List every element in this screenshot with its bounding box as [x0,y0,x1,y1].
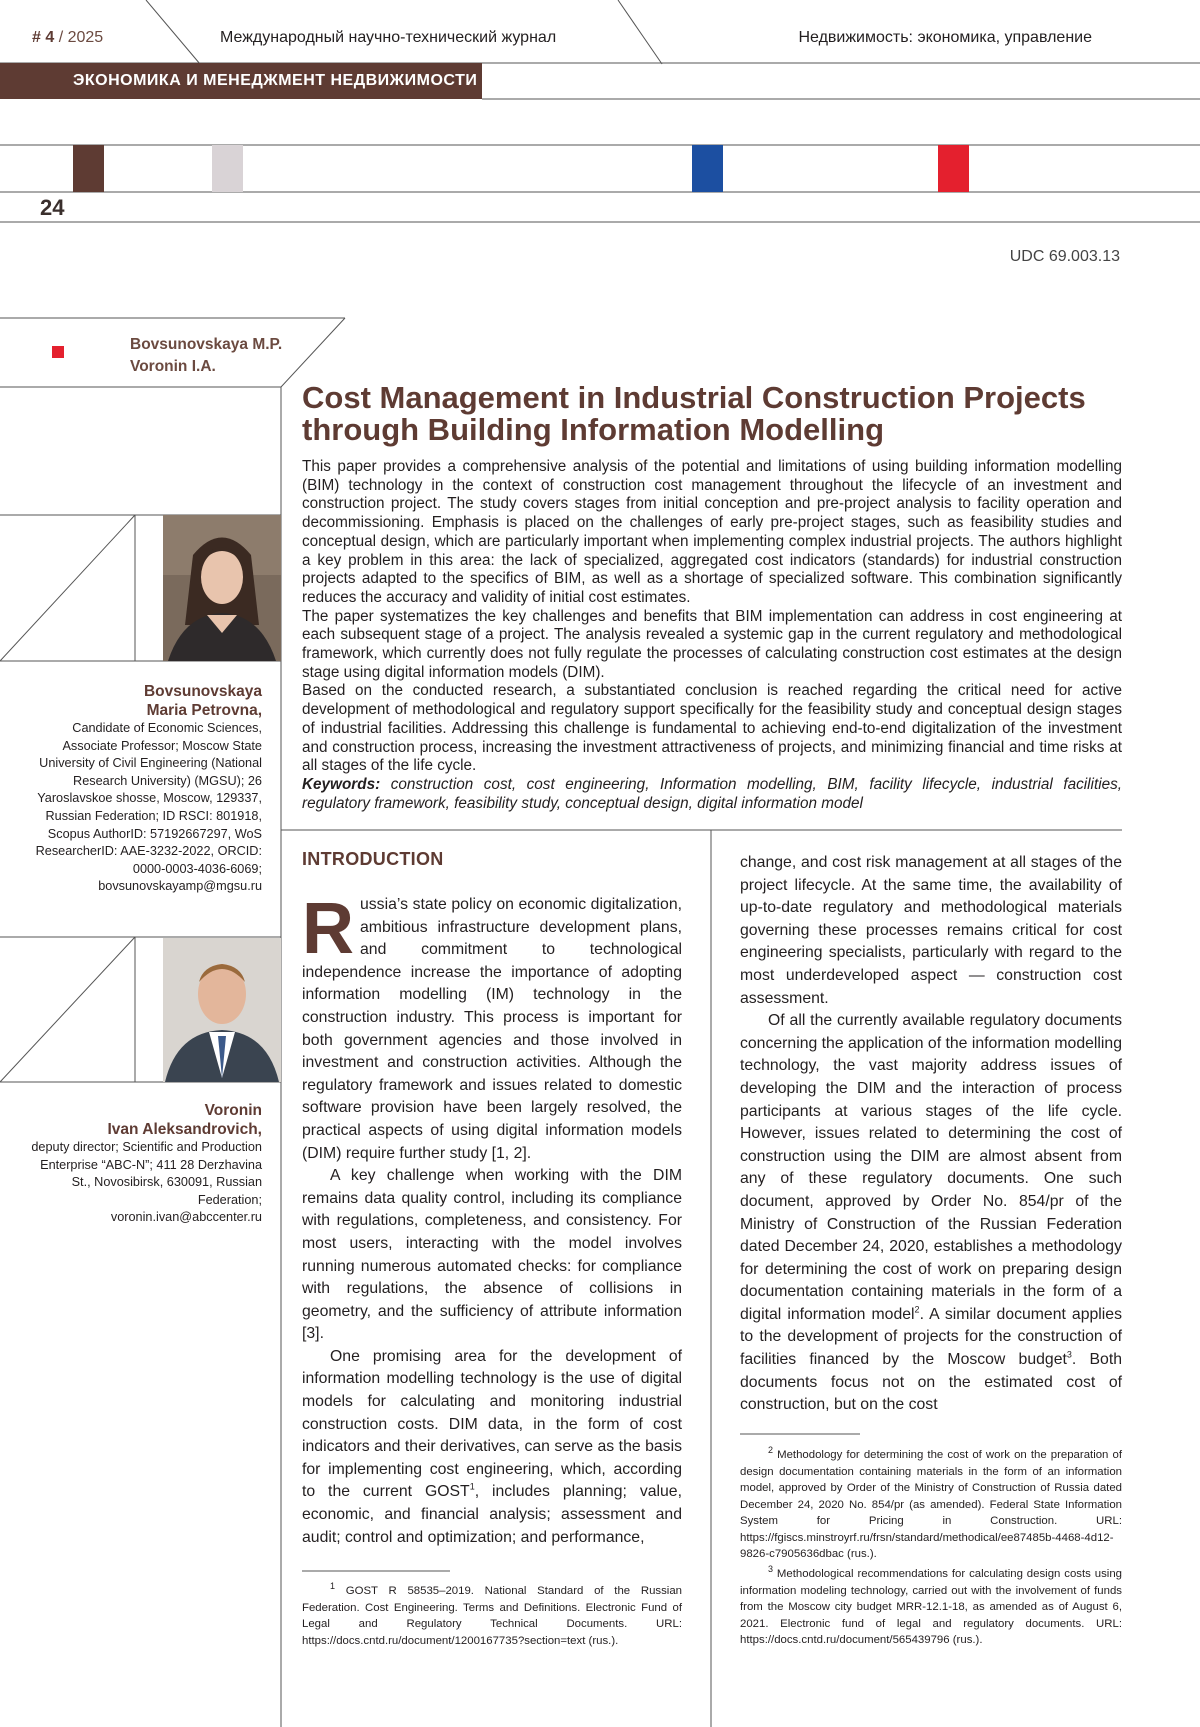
footnote-ref[interactable]: 2 [914,1304,920,1315]
keywords-list: construction cost, cost engineering, Information modelling, BIM, facility lifecycle, industrial facilities, regulatory framework, feasibility study, conceptual design, digital information model [302,775,1123,812]
abstract-paragraph: This paper provides a comprehensive analysis of the potential and limitations of using building information modelling (BIM) technology in the context of construction cost management throughout the lifecycle of an investment and construction project. The study covers stages from initial conception and pre-project analysis to facility operation and decommissioning. Emphasis is placed on the challenges of early pre-project stages, such as feasibility studies and conceptual design, which are particularly important when implementing complex industrial projects. The authors highlight a key problem in this area: the lack of specialized, aggregated cost indicators (standards) for industrial construction projects adapted to the specifics of BIM, as well as a shortage of specialized software. This combination significantly reduces the accuracy and validity of initial cost estimates. [302,458,1122,606]
photo2-frame-diagonal [0,937,135,1082]
body-paragraph: Of all the currently available regulatory documents concerning the application of the information modelling technology, the vast majority address issues of developing the DIM and the interaction of process participants at various stages of the life cycle. However, issues related to determining the cost of construction using the DIM are almost absent from any of these regulatory documents. One such document, approved by Order No. 854/pr of the Ministry of Construction of the Russian Federation dated December 24, 2020, establishes a methodology for determining the cost of work on preparing design documentation containing materials in the form of a digital information model$^2$. A similar document applies to the development of projects for the construction of facilities financed by the Moscow budget$^3$. Both documents focus not on the estimated cost of construction, but on the cost [740,1012,1122,1414]
author-short-1: Bovsunovskaya M.P. [130,336,283,353]
body-paragraph: Russia’s state policy on economic digitalization, ambitious infrastructure development plans, and commitment to technological independence increase the importance of adopting information modelling (IM) technology in the construction industry. This process is important for both government agencies and those involved in investment and construction activities. Although the regulatory framework and issues related to domestic software provision have been largely resolved, the practical aspects of using digital information models (DIM) require further study [1, 2]. [302,889,682,1162]
abstract-paragraph: The paper systematizes the key challenges and benefits that BIM implementation can address in cost engineering at each subsequent stage of a project. The analysis revealed a systemic gap in the current regulatory and methodological framework, which currently does not fully regulate the processes of calculating construction cost estimates at the design stage using digital information models (DIM). [302,607,1122,681]
body-paragraph: A key challenge when working with the DIM remains data quality control, including its compliance with regulations, completeness, and consistency. For most users, interacting with the model involves running numerous automated checks: for compliance with regulations, the absence of collisions in geometry, and the sufficiency of attribute information [3]. [302,1167,682,1343]
footnote-3: $^3$ Methodological recommendations for calculating design costs using information modeling technology, carried out with the involvement of funds from the Moscow city budget MRR-12.1-18, as amended as of August 6, 2021. Electronic fund of legal and regulatory documents. URL: https://docs.cntd.ru/document/565439796 (rus.). [740,1564,1122,1646]
journal-title: Международный научно-технический журнал [220,29,557,46]
footnote-1: $^1$ GOST R 58535–2019. National Standard of the Russian Federation. Cost Engineering. Terms and Definitions. Electronic Fund of Legal and Regulatory Technical Documents. URL: https://docs.cntd.ru/document/1200167735?section=text (rus.). [302,1581,682,1647]
body-column-left [302,889,682,1549]
author2-bio [22,1101,262,1227]
footnote-ref[interactable]: 3 [1066,1349,1072,1360]
footnote-2: $^2$ Methodology for determining the cost of work on the preparation of design documentation containing materials in the form of an information model, approved by Order of the Ministry of Construction of Russia dated December 24, 2020 No. 854/pr (as amended). Federal State Information System for Pricing in Construction. URL: https://fgiscs.minstroyrf.ru/frsn/standard/methodical/ee87485b-4468-4d12-9826-c7905636dbac (rus.). [740,1445,1122,1560]
header-diagonal-left [146,0,200,64]
keywords-label: Keywords: [302,775,381,793]
author1-bio [22,682,262,896]
header-diagonal-right [618,0,662,64]
author1-email[interactable]: bovsunovskayamp@mgsu.ru [98,879,262,894]
author1-surname: Bovsunovskaya [143,683,262,700]
author-short-2: Voronin I.A. [130,358,216,375]
colorbar-brown [73,145,104,192]
author1-photo [163,515,281,661]
abstract [302,458,1122,813]
colorbar-red [938,145,969,192]
section-heading: INTRODUCTION [302,849,444,869]
authors-short [130,334,282,378]
author-box-diagonal [281,318,345,387]
author1-affiliation: Candidate of Economic Sciences, Associate Professor; Moscow State University of Civil Engineering (National Research University) (MGSU); 26 Yaroslavskoe shosse, Moscow, 129337, Russian Federation; ID RSCI: 801918, Scopus AuthorID: 57192667297, WoS ResearcherID: AAE-3232-2022, ORCID: 0000-0003-4036-6069; [35,721,262,876]
abstract-paragraph: Based on the conducted research, a substantiated conclusion is reached regarding the critical need for active development of methodological and regulatory support specifically for the feasibility study and conceptual design stages of industrial facilities. Addressing this challenge is fundamental to achieving end-to-end digitalization of the investment and construction process, increasing the investment attractiveness of projects, and minimizing financial and time risks at all stages of the life cycle. [302,682,1122,775]
article-title: Cost Management in Industrial Construction Projects through Building Information Modelling [302,380,1086,447]
author1-given-name: Maria Petrovna, [146,702,262,719]
dropcap: R [302,889,354,969]
keywords [302,776,1122,813]
photo1-frame-diagonal [0,515,135,661]
author2-given-name: Ivan Aleksandrovich, [107,1121,262,1138]
udc-code: UDC 69.003.13 [1009,248,1120,265]
colorbar-grey [212,145,243,192]
red-square-marker [52,346,64,358]
body-paragraph: change, and cost risk management at all stages of the project lifecycle. At the same time, the availability of up-to-date regulatory and methodological materials governing these processes remains critical for cost engineering specialists, particularly with regard to the most underdeveloped aspect — construction cost assessment. [740,854,1122,1007]
journal-subject: Недвижимость: экономика, управление [798,29,1092,46]
author2-email[interactable]: voronin.ivan@abccenter.ru [110,1210,262,1225]
author2-photo [163,938,281,1082]
body-column-right [740,852,1122,1417]
author2-affiliation: deputy director; Scientific and Production Enterprise “ABC-N”; 411 28 Derzhavina St., Novosibirsk, 630091, Russian Federation; [31,1140,262,1207]
page-number: 24 [40,195,65,220]
colorbar-blue [692,145,723,192]
section-banner: ЭКОНОМИКА И МЕНЕДЖМЕНТ НЕДВИЖИМОСТИ [0,63,482,99]
issue-number: # 4 / 2025 [32,29,104,46]
author2-surname: Voronin [204,1102,262,1119]
body-paragraph: One promising area for the development of information modelling technology is the use of digital models for calculating and monitoring industrial construction costs. DIM data, in the form of cost indicators and their derivatives, can serve as the basis for implementing cost engineering, which, according to the current GOST$^1$, includes planning; value, economic, and financial analysis; assessment and audit; control and optimization; and performance, [302,1347,682,1546]
footnote-ref[interactable]: 1 [469,1482,475,1493]
